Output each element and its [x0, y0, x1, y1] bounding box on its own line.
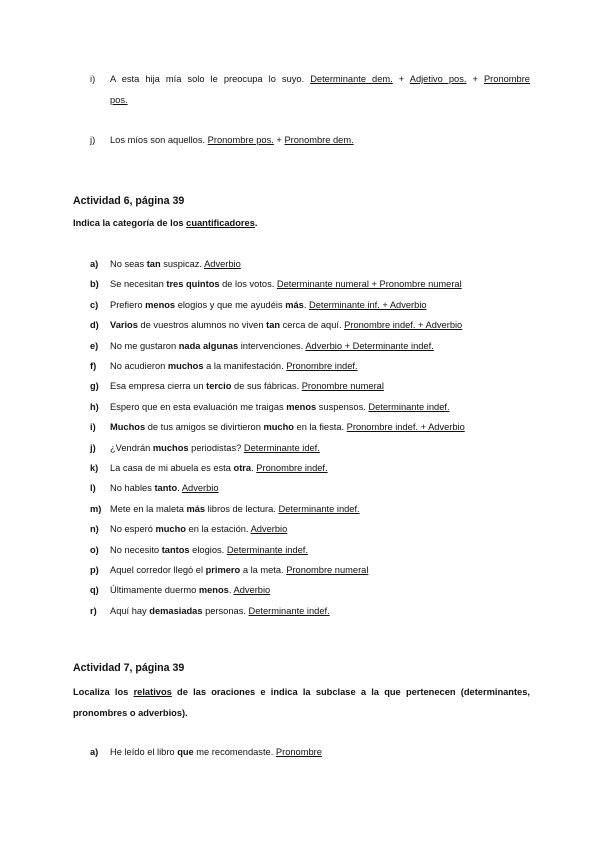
item-label: r) — [90, 605, 97, 616]
item-label: j) — [90, 135, 96, 145]
answer: Adverbio — [181, 483, 219, 494]
item-text: Aquel corredor llegó el primero a la meta. Pronombre numeral — [110, 565, 369, 575]
answer: Pronombre indef. + Adverbio — [346, 422, 465, 433]
answer: Determinante indef. — [226, 544, 308, 555]
item-text: A esta hija mía solo le preocupa lo suyo. Determinante dem. + Adjetivo pos. + Pronombre — [110, 74, 530, 84]
item-label: g) — [90, 381, 99, 392]
highlighted-word: nada algunas — [178, 340, 239, 351]
answer: Pronombre indef. — [256, 463, 328, 473]
highlighted-word: primero — [205, 565, 241, 575]
answer: Determinante numeral + Pronombre numeral — [276, 279, 462, 290]
item-label: d) — [90, 320, 99, 331]
highlighted-word: más — [186, 503, 206, 514]
highlighted-word: menos — [198, 585, 229, 596]
item-text: Esa empresa cierra un tercio de sus fábricas. Pronombre numeral — [110, 381, 384, 392]
answer: Pronombre — [483, 74, 530, 84]
item-label: o) — [90, 544, 99, 555]
item-text-continuation: pos. — [110, 95, 128, 105]
item-text: Mete en la maleta más libros de lectura. Determinante indef. — [110, 503, 360, 514]
answer: Pronombre indef. — [286, 361, 358, 371]
answer: Determinante indef. — [278, 503, 360, 514]
highlighted-word: tan — [146, 259, 161, 269]
answer: Determinante indef. — [248, 605, 330, 616]
answer: Determinante inf. + Adverbio — [308, 299, 427, 310]
item-text: Los míos son aquellos. Pronombre pos. + Pronombre dem. — [110, 135, 354, 145]
highlighted-word: demasiadas — [149, 605, 203, 616]
instruction-line-1: Localiza los relativos de las oraciones e indica la subclase a la que pertenecen (determinantes, — [73, 687, 530, 697]
section-heading-act6: Actividad 6, página 39 — [73, 195, 185, 207]
answer: Pronombre — [275, 747, 322, 757]
highlighted-word: mucho — [263, 422, 294, 433]
item-text: No necesito tantos elogios. Determinante indef. — [110, 544, 308, 555]
item-label: h) — [90, 401, 99, 412]
item-text: No acudieron muchos a la manifestación. Pronombre indef. — [110, 361, 358, 371]
item-label: j) — [90, 442, 96, 453]
highlighted-word: muchos — [152, 442, 189, 453]
highlighted-word: tres quintos — [166, 279, 220, 290]
item-label: c) — [90, 299, 99, 310]
highlighted-word: menos — [286, 401, 317, 412]
instruction-line-2: pronombres o adverbios). — [73, 708, 188, 718]
item-label: m) — [90, 503, 102, 514]
item-text: No hables tanto. Adverbio — [110, 483, 219, 494]
item-label: i) — [90, 422, 96, 433]
item-text: Últimamente duermo menos. Adverbio — [110, 585, 271, 596]
item-text: Aquí hay demasiadas personas. Determinante indef. — [110, 605, 330, 616]
section-heading-act7: Actividad 7, página 39 — [73, 662, 185, 674]
highlighted-word: muchos — [167, 361, 204, 371]
item-label: k) — [90, 463, 99, 473]
highlighted-word: mucho — [155, 524, 186, 535]
highlighted-word: Varios — [110, 320, 138, 331]
answer: Adverbio + Determinante indef. — [305, 340, 434, 351]
item-text: Varios de vuestros alumnos no viven tan cerca de aquí. Pronombre indef. + Adverbio — [110, 320, 463, 331]
highlighted-word: tanto — [154, 483, 178, 494]
answer: Determinante indef. — [368, 401, 450, 412]
highlighted-word: tantos — [161, 544, 190, 555]
answer: Adverbio — [250, 524, 288, 535]
highlighted-word: menos — [145, 299, 176, 310]
highlighted-word: tercio — [206, 381, 232, 392]
answer: Adjetivo pos. — [409, 74, 467, 84]
item-label: a) — [90, 259, 99, 269]
highlighted-word: otra — [233, 463, 252, 473]
highlighted-word: que — [177, 747, 194, 757]
item-text: No esperó mucho en la estación. Adverbio — [110, 524, 288, 535]
item-label: f) — [90, 361, 97, 371]
item-text: La casa de mi abuela es esta otra. Pronombre indef. — [110, 463, 328, 473]
item-text: Se necesitan tres quintos de los votos. Determinante numeral + Pronombre numeral — [110, 279, 462, 290]
highlighted-word: Muchos — [110, 422, 146, 433]
answer: Pronombre numeral — [301, 381, 384, 392]
answer: Pronombre dem. — [284, 135, 354, 145]
item-text: Muchos de tus amigos se divirtieron mucho en la fiesta. Pronombre indef. + Adverbio — [110, 422, 465, 433]
answer: Adverbio — [233, 585, 271, 596]
answer: Determinante dem. — [310, 74, 393, 84]
item-label: n) — [90, 524, 99, 535]
answer: Determinante idef. — [243, 442, 320, 453]
answer: Pronombre numeral — [286, 565, 369, 575]
item-label: b) — [90, 279, 99, 290]
highlighted-word: más — [285, 299, 304, 310]
item-text: Prefiero menos elogios y que me ayudéis más. Determinante inf. + Adverbio — [110, 299, 427, 310]
item-label: q) — [90, 585, 99, 596]
section-instruction-act6: Indica la categoría de los cuantificadores. — [73, 218, 258, 228]
item-text: No me gustaron nada algunas intervenciones. Adverbio + Determinante indef. — [110, 340, 434, 351]
section-instruction-act7 — [73, 682, 530, 724]
item-text: Espero que en esta evaluación me traigas menos suspensos. Determinante indef. — [110, 401, 450, 412]
item-text: No seas tan suspicaz. Adverbio — [110, 259, 241, 269]
item-label: a) — [90, 747, 99, 757]
item-text: ¿Vendrán muchos periodistas? Determinante idef. — [110, 442, 320, 453]
item-text: He leído el libro que me recomendaste. Pronombre — [110, 747, 322, 757]
answer: Pronombre indef. + Adverbio — [344, 320, 463, 331]
highlighted-word: tan — [266, 320, 281, 331]
item-label: i) — [90, 74, 96, 84]
item-label: l) — [90, 483, 96, 494]
answer: Pronombre pos. — [207, 135, 274, 145]
item-label: p) — [90, 565, 99, 575]
item-label: e) — [90, 340, 99, 351]
answer: Adverbio — [204, 259, 241, 269]
